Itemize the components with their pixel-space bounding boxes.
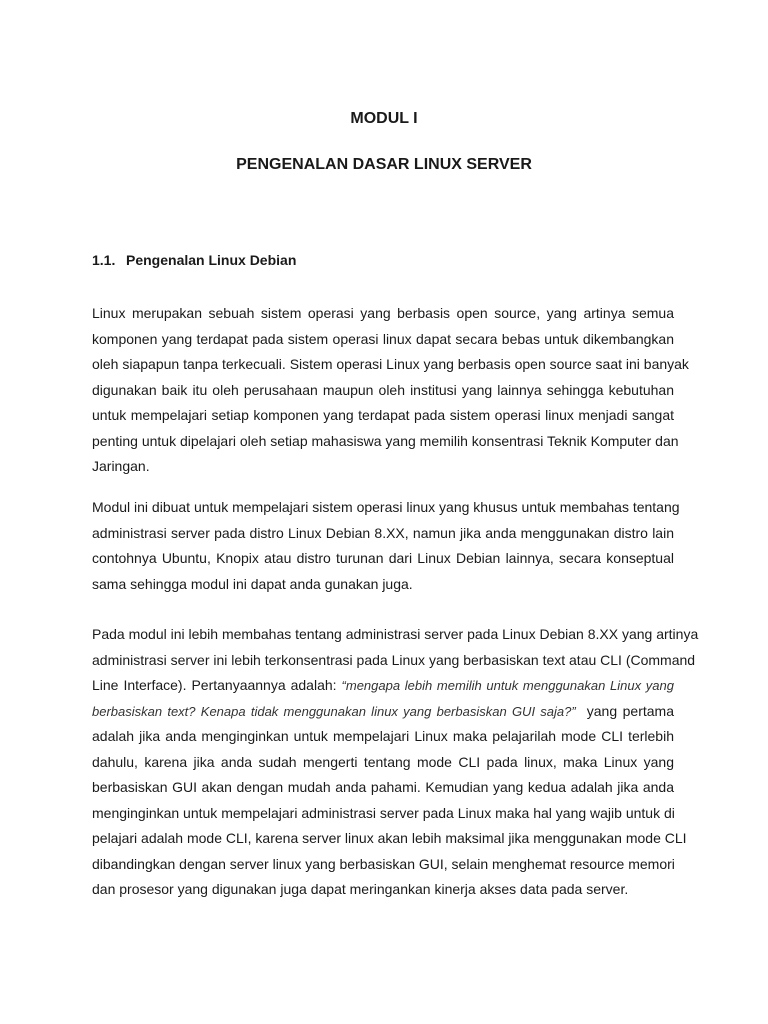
question-quote-part1: “mengapa lebih memilih untuk menggunakan Linux yang: [341, 678, 674, 693]
paragraph-line: digunakan baik itu oleh perusahaan maupun oleh institusi yang lainnya sehingga kebutuhan: [92, 381, 674, 398]
paragraph-line: contohnya Ubuntu, Knopix atau distro turunan dari Linux Debian lainnya, secara konseptual: [92, 550, 674, 566]
paragraph-line: dan prosesor yang digunakan juga dapat meringankan kinerja akses data pada server.: [92, 881, 629, 897]
section-title: Pengenalan Linux Debian: [126, 252, 297, 268]
paragraph-line: menginginkan untuk mempelajari administrasi server pada Linux maka hal yang wajib untuk di: [92, 804, 675, 821]
section-heading: [92, 252, 296, 268]
paragraph-line: Pada modul ini lebih membahas tentang administrasi server pada Linux Debian 8.XX yang artinya: [92, 626, 699, 642]
paragraph-cli-reasoning: [92, 622, 699, 903]
paragraph-line: oleh siapapun tanpa terkecuali. Sistem operasi Linux yang berbasis open source saat ini banyak: [92, 356, 689, 372]
paragraph-line: penting untuk dipelajari oleh setiap mahasiswa yang memilih konsentrasi Teknik Komputer dan: [92, 432, 679, 449]
paragraph-intro: [92, 301, 689, 480]
paragraph-module-scope: [92, 495, 680, 597]
paragraph-line: untuk mempelajari setiap komponen yang terdapat pada sistem operasi linux menjadi sangat: [92, 407, 674, 423]
module-subtitle: PENGENALAN DASAR LINUX SERVER: [236, 156, 532, 173]
paragraph-line: pelajari adalah mode CLI, karena server linux akan lebih maksimal jika menggunakan mode CLI: [92, 830, 687, 846]
line-suffix: yang pertama: [575, 702, 675, 719]
paragraph-line: adalah jika anda menginginkan untuk mempelajari Linux maka pelajarilah mode CLI terlebih: [92, 728, 674, 744]
line-prefix: Line Interface). Pertanyaannya adalah:: [92, 677, 342, 693]
paragraph-line: Jaringan.: [92, 458, 150, 474]
paragraph-line: dahulu, karena jika anda sudah mengerti tentang mode CLI pada linux, maka Linux yang: [92, 753, 674, 770]
paragraph-line: administrasi server pada distro Linux Debian 8.XX, namun jika anda menggunakan distro lain: [92, 524, 674, 541]
paragraph-line: berbasiskan GUI akan dengan mudah anda pahami. Kemudian yang kedua adalah jika anda: [92, 779, 674, 795]
paragraph-line: [92, 699, 674, 725]
module-title: MODUL I: [350, 110, 418, 127]
paragraph-line: Linux merupakan sebuah sistem operasi yang berbasis open source, yang artinya semua: [92, 305, 674, 321]
question-quote-part2: berbasiskan text? Kenapa tidak menggunakan linux yang berbasiskan GUI saja?”: [92, 703, 576, 719]
section-number: 1.1.: [92, 252, 116, 268]
paragraph-line: komponen yang terdapat pada sistem operasi linux dapat secara bebas untuk dikembangkan: [92, 330, 674, 347]
paragraph-line: sama sehingga modul ini dapat anda gunakan juga.: [92, 575, 413, 592]
paragraph-line: dibandingkan dengan server linux yang berbasiskan GUI, selain menghemat resource memori: [92, 855, 675, 872]
paragraph-line: administrasi server ini lebih terkonsentrasi pada Linux yang berbasiskan text atau CLI (Command: [92, 651, 696, 668]
paragraph-line: Modul ini dibuat untuk mempelajari sistem operasi linux yang khusus untuk membahas tentang: [92, 499, 680, 515]
paragraph-line: [92, 673, 674, 699]
